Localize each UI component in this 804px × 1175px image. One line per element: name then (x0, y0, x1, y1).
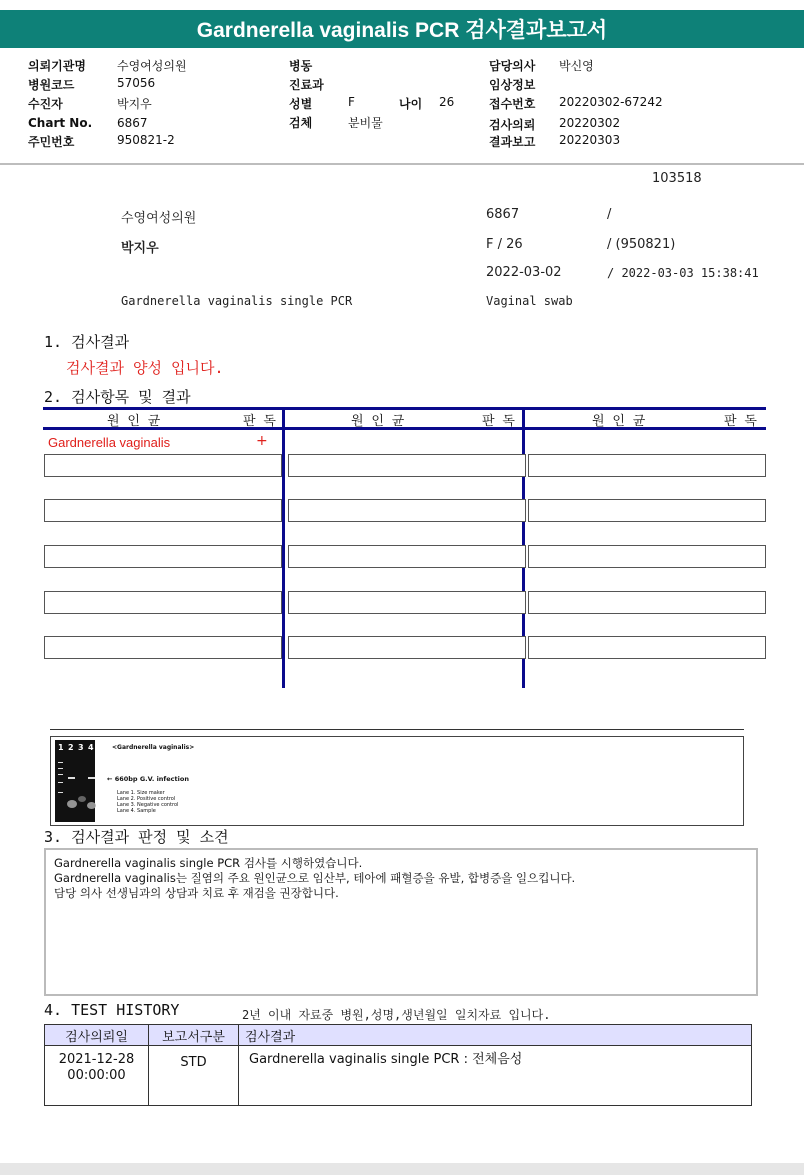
sex-age: F / 26 (486, 237, 523, 252)
header-label-doctor: 담당의사 (489, 59, 536, 73)
empty-result-cell (288, 636, 526, 659)
ladder-band (58, 792, 63, 793)
primer-dimer-spot (87, 802, 96, 809)
gel-image (55, 740, 95, 822)
remark-line-1: Gardnerella vaginalis single PCR 검사를 시행하였습니다. (54, 856, 363, 870)
header-label-institution: 의뢰기관명 (28, 59, 86, 73)
header-label-hospital-code: 병원코드 (28, 78, 75, 92)
col-header-organism-3: 원 인 균 (592, 414, 646, 429)
history-type: STD (149, 1046, 239, 1106)
history-col-date: 검사의뢰일 (45, 1025, 149, 1046)
test-name: Gardnerella vaginalis single PCR (121, 294, 353, 308)
header-label-report-date: 결과보고 (489, 135, 536, 149)
section4-heading: 4. TEST HISTORY (44, 1001, 180, 1019)
header-value-hospital-code: 57056 (117, 76, 156, 90)
positive-control-band (68, 777, 75, 779)
empty-result-cell (528, 454, 766, 477)
empty-result-cell (288, 499, 526, 522)
gel-electrophoresis-panel (50, 736, 744, 826)
col-header-reading-3: 판 독 (724, 414, 757, 429)
header-value-doctor: 박신영 (559, 59, 594, 73)
remark-line-3: 담당 의사 선생님과의 상담과 치료 후 재검을 권장합니다. (54, 886, 339, 900)
header-divider (0, 163, 804, 165)
organism-name: Gardnerella vaginalis (48, 435, 171, 450)
header-label-chart-no: Chart No. (28, 116, 93, 130)
header-value-sex: F (348, 95, 355, 109)
request-date: 2022-03-02 (486, 265, 562, 280)
gel-legend-4: Lane 4. Sample (117, 808, 156, 814)
lane-number-4: 4 (88, 743, 94, 752)
organism-reading: + (256, 433, 268, 449)
footer-strip (0, 1163, 804, 1175)
history-time: 00:00:00 (67, 1068, 126, 1083)
history-result: Gardnerella vaginalis single PCR : 전체음성 (239, 1046, 752, 1106)
lane-number-2: 2 (68, 743, 74, 752)
positive-result-text: 검사결과 양성 입니다. (66, 359, 224, 377)
header-label-age: 나이 (399, 97, 423, 111)
header-value-report-date: 20220303 (559, 133, 621, 147)
header-label-request-date: 검사의뢰 (489, 118, 536, 132)
ladder-band (58, 782, 63, 783)
header-value-specimen: 분비물 (348, 116, 383, 130)
col-header-reading-2: 판 독 (482, 414, 515, 429)
primer-dimer-spot (78, 796, 86, 802)
gel-title: <Gardnerella vaginalis> (112, 744, 195, 751)
header-value-institution: 수영여성의원 (117, 59, 187, 73)
empty-result-cell (288, 545, 526, 568)
report-title-bar (0, 10, 804, 48)
lane-number-1: 1 (58, 743, 64, 752)
primer-dimer-spot (67, 800, 77, 808)
section3-heading: 3. 검사결과 판정 및 소견 (44, 828, 229, 846)
history-date-cell (45, 1046, 149, 1106)
patient-name: 박지우 (121, 241, 159, 256)
empty-result-cell (528, 591, 766, 614)
gel-legend-1: Lane 1. Size maker (117, 790, 165, 796)
report-datetime: / 2022-03-03 15:38:41 (607, 266, 759, 280)
chart-number: 6867 (486, 207, 520, 222)
empty-result-cell (528, 636, 766, 659)
col-header-reading-1: 판 독 (243, 414, 276, 429)
header-value-receipt-no: 20220302-67242 (559, 95, 663, 109)
header-label-receipt-no: 접수번호 (489, 97, 536, 111)
empty-result-cell (288, 454, 526, 477)
empty-result-cell (528, 499, 766, 522)
empty-result-cell (44, 636, 282, 659)
gel-legend-2: Lane 2. Positive control (117, 796, 176, 802)
header-label-resident-no: 주민번호 (28, 135, 75, 149)
gel-arrow-label: ← 660bp G.V. infection (107, 775, 189, 783)
history-header-row (45, 1025, 752, 1046)
header-label-clinical-info: 임상정보 (489, 78, 536, 92)
empty-result-cell (528, 545, 766, 568)
header-label-patient: 수진자 (28, 97, 63, 111)
gel-legend-3: Lane 3. Negative control (117, 802, 179, 808)
history-table (44, 1024, 752, 1106)
gel-top-rule (50, 729, 744, 730)
empty-result-cell (44, 545, 282, 568)
report-title: Gardnerella vaginalis PCR 검사결과보고서 (196, 19, 608, 42)
remarks-box (44, 848, 758, 996)
result-table-divider-1 (282, 407, 285, 688)
header-label-ward: 병동 (289, 59, 313, 73)
header-value-resident-no: 950821-2 (117, 133, 175, 147)
section2-heading: 2. 검사항목 및 결과 (44, 388, 191, 406)
empty-result-cell (44, 454, 282, 477)
clinic-name: 수영여성의원 (121, 211, 197, 226)
table-row (45, 1046, 752, 1106)
chart-slash: / (607, 207, 612, 222)
history-date: 2021-12-28 (58, 1052, 135, 1067)
ladder-band (58, 768, 63, 769)
lane-number-3: 3 (78, 743, 84, 752)
report-code: 103518 (652, 171, 702, 186)
header-label-sex: 성별 (289, 97, 313, 111)
section1-heading: 1. 검사결과 (44, 333, 130, 351)
header-value-request-date: 20220302 (559, 116, 621, 130)
specimen-type: Vaginal swab (486, 294, 573, 308)
ladder-band (58, 774, 63, 775)
history-col-result: 검사결과 (239, 1025, 752, 1046)
header-value-age: 26 (439, 95, 455, 109)
header-value-chart-no: 6867 (117, 116, 148, 130)
history-col-type: 보고서구분 (149, 1025, 239, 1046)
remark-line-2: Gardnerella vaginalis는 질염의 주요 원인균으로 임산부, 테아에 패혈증을 유발, 합병증을 일으킵니다. (54, 871, 576, 885)
ladder-band (58, 762, 63, 763)
header-label-department: 진료과 (289, 78, 324, 92)
history-note: 2년 이내 자료중 병원,성명,생년월일 일치자료 입니다. (242, 1008, 551, 1022)
header-value-patient: 박지우 (117, 97, 152, 111)
birth-date: / (950821) (607, 237, 676, 252)
col-header-organism-1: 원 인 균 (107, 414, 161, 429)
header-label-specimen: 검체 (289, 116, 313, 130)
sample-band (88, 777, 95, 779)
empty-result-cell (44, 499, 282, 522)
col-header-organism-2: 원 인 균 (351, 414, 405, 429)
empty-result-cell (44, 591, 282, 614)
empty-result-cell (288, 591, 526, 614)
